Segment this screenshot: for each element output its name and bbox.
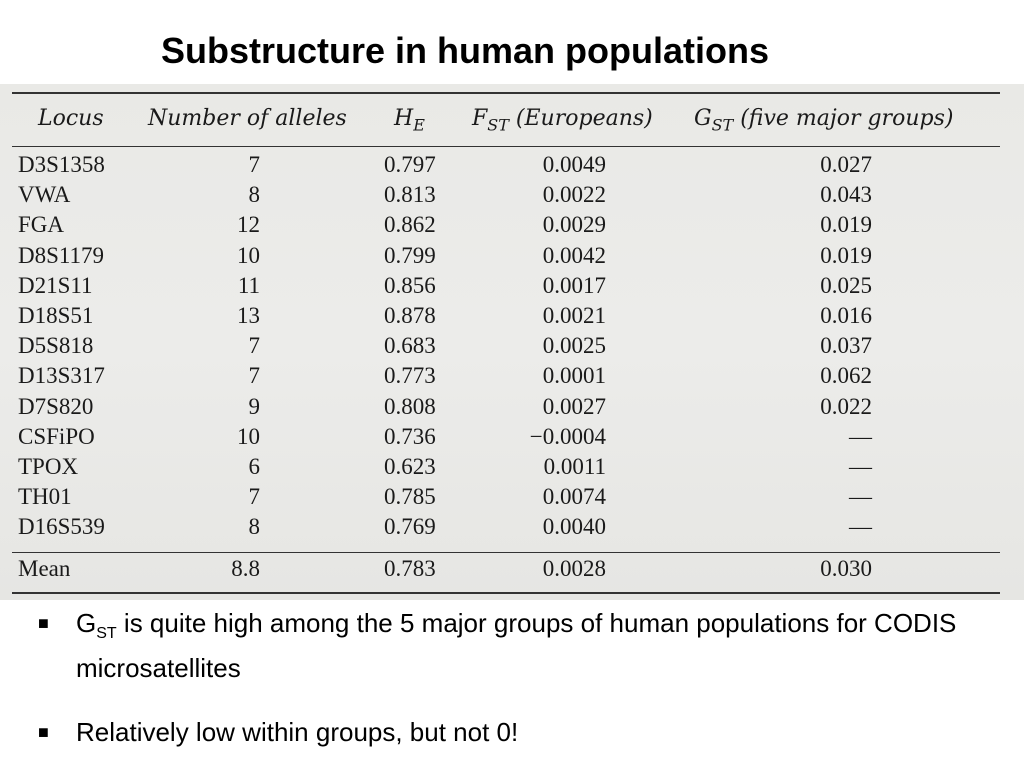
cell-gst: 0.016 [820,303,872,328]
cell-fst: 0.0074 [542,484,606,510]
cell-gst: — [849,423,872,449]
cell-alleles: 10 [237,242,260,268]
cell-locus: TH01 [18,484,72,510]
cell-locus: Mean [18,556,71,581]
cell-gst: 0.022 [820,393,872,419]
cell-locus: D5S818 [18,333,94,359]
cell-locus: CSFiPO [18,423,95,449]
cell-fst: 0.0027 [542,393,606,419]
cell-fst: 0.0049 [542,152,606,177]
cell-fst: 0.0040 [542,514,606,540]
table-row [0,363,1024,393]
bullet-marker: ■ [38,722,49,743]
cell-he: 0.856 [384,272,436,298]
bullet-gst-high: ■ $G_{ST}$ is quite high among the 5 major groups of human populations for CODIS microsatellites [38,608,957,684]
cell-alleles: 10 [237,423,260,449]
table-row [0,454,1024,484]
cell-locus: D18S51 [18,303,94,328]
cell-alleles: 8.8 [231,556,260,581]
cell-locus: D8S1179 [18,242,105,268]
cell-gst: 0.019 [820,242,872,268]
table-row [0,484,1024,514]
table-row-mean [0,556,1024,586]
cell-gst: 0.030 [820,556,872,581]
cell-alleles: 13 [237,303,260,328]
cell-he: 0.799 [384,242,436,268]
table-row [0,514,1024,544]
table-row [0,394,1024,424]
cell-gst: 0.062 [820,363,872,389]
cell-locus: VWA [18,182,71,208]
bullet-list [38,606,998,779]
table-row [0,424,1024,454]
cell-gst: 0.027 [820,152,872,177]
table-row [0,152,1024,182]
table-top-rule [12,92,1000,94]
cell-locus: D7S820 [18,393,94,419]
cell-he: 0.808 [384,393,436,419]
cell-fst: 0.0025 [542,333,606,359]
cell-fst: 0.0021 [542,303,606,328]
cell-gst: 0.043 [820,182,872,208]
cell-alleles: 6 [248,454,260,479]
cell-fst: 0.0001 [542,363,606,389]
header-he: $H_E$ [394,106,425,135]
cell-fst: −0.0004 [529,423,606,449]
cell-he: 0.683 [384,333,436,359]
cell-locus: FGA [18,212,65,238]
cell-alleles: 8 [248,514,260,540]
cell-he: 0.736 [384,423,436,449]
slide-title: Substructure in human populations [160,30,769,71]
cell-fst: 0.0022 [542,182,606,208]
table-bottom-rule [12,592,1000,594]
cell-fst: 0.0017 [542,272,606,298]
cell-he: 0.769 [384,514,436,540]
cell-he: 0.862 [384,212,436,238]
table-header-row [0,106,1024,146]
table-mean-rule [12,552,1000,553]
cell-fst: 0.0042 [542,242,606,268]
header-alleles: Number of alleles [148,106,347,131]
cell-locus: D3S1358 [18,152,105,177]
cell-alleles: 7 [248,484,260,510]
table-row [0,243,1024,273]
table-header-rule [12,146,1000,147]
cell-alleles: 7 [248,363,260,389]
cell-locus: D16S539 [18,514,105,540]
header-fst: $F_{ST}$ (Europeans) [472,106,653,135]
cell-fst: 0.0011 [543,454,606,479]
cell-fst: 0.0029 [542,212,606,238]
table-row [0,303,1024,333]
cell-he: 0.773 [384,363,436,389]
cell-he: 0.783 [384,556,436,581]
cell-alleles: 9 [248,393,260,419]
cell-gst: — [849,514,872,540]
cell-he: 0.785 [384,484,436,510]
scanned-table [0,84,1024,600]
cell-locus: D21S11 [18,272,93,298]
cell-gst: — [849,484,872,510]
cell-gst: 0.037 [820,333,872,359]
cell-alleles: 12 [237,212,260,238]
cell-locus: TPOX [18,454,79,479]
cell-fst: 0.0028 [542,556,606,581]
cell-alleles: 7 [248,152,260,177]
cell-he: 0.878 [384,303,436,328]
cell-gst: — [849,454,872,479]
cell-he: 0.813 [384,182,436,208]
cell-alleles: 7 [248,333,260,359]
table-row [0,273,1024,303]
cell-gst: 0.025 [820,272,872,298]
table-row [0,333,1024,363]
header-locus: Locus [38,106,104,131]
table-row [0,182,1024,212]
header-gst: $G_{ST}$ (five major groups) [694,106,954,135]
bullet-marker: ■ [38,613,49,633]
cell-he: 0.797 [384,152,436,177]
cell-gst: 0.019 [820,212,872,238]
cell-locus: D13S317 [18,363,105,389]
cell-he: 0.623 [384,454,436,479]
cell-alleles: 11 [237,272,260,298]
cell-alleles: 8 [248,182,260,208]
bullet-low-within: ■ Relatively low within groups, but not 0! [38,717,519,748]
table-row [0,212,1024,242]
